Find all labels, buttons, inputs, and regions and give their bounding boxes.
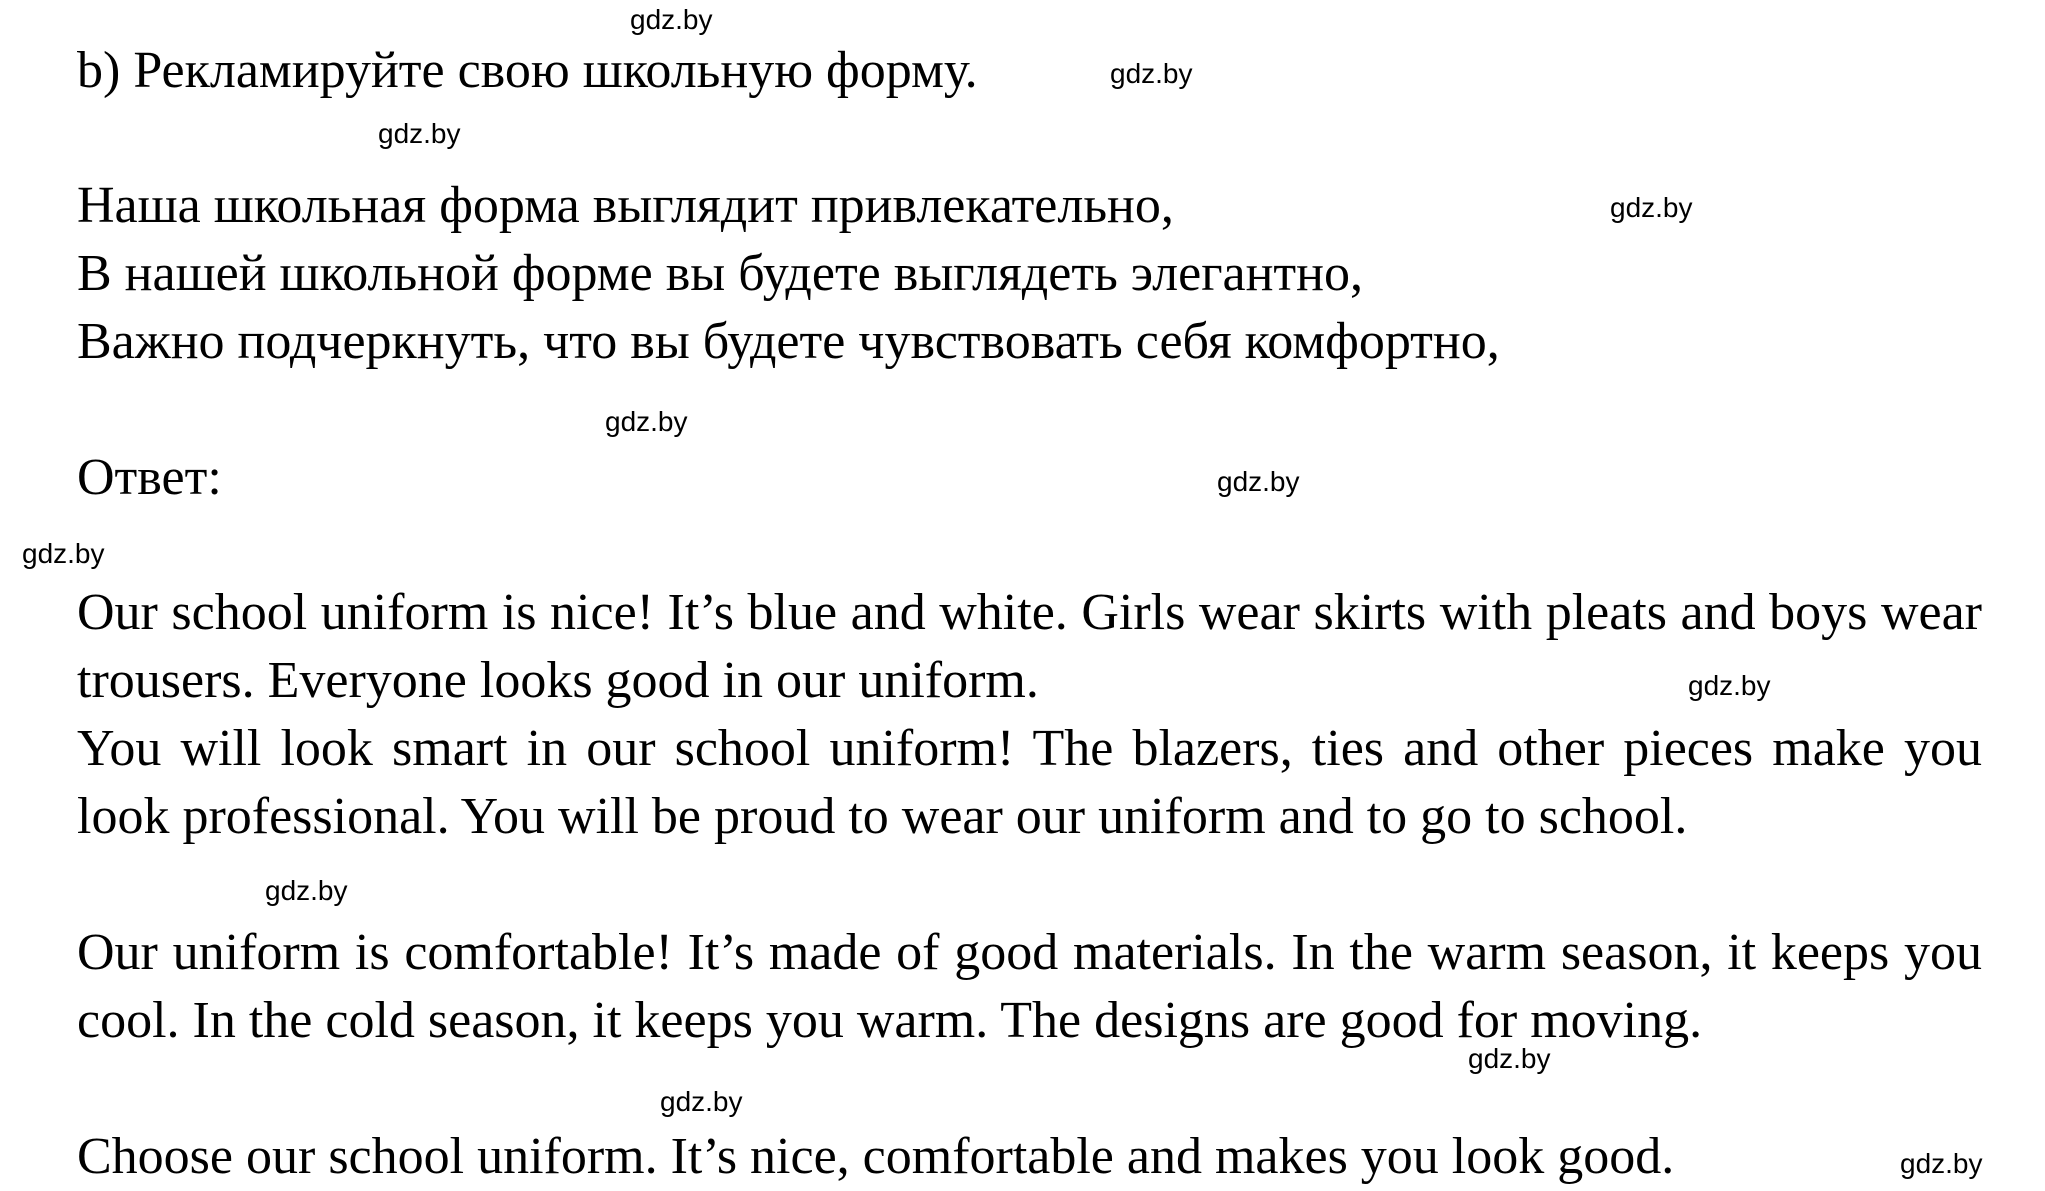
answer-paragraph-3: Our uniform is comfortable! It’s made of good materials. In the warm season, it keeps you cool. In the cold season, it keeps you warm. The designs are good for moving.: [77, 924, 1982, 1049]
answer-label: Ответ:: [77, 449, 222, 506]
watermark: gdz.by: [660, 1086, 743, 1117]
task-line-1: Наша школьная форма выглядит привлекательно,: [77, 177, 1174, 234]
watermark: gdz.by: [605, 406, 688, 437]
task-line-2: В нашей школьной форме вы будете выглядеть элегантно,: [77, 245, 1363, 302]
answer-paragraph-2: You will look smart in our school uniform! The blazers, ties and other pieces make you look professional. You will be proud to wear our uniform and to go to school.: [77, 720, 1982, 845]
watermark: gdz.by: [1610, 192, 1693, 223]
watermark: gdz.by: [1468, 1043, 1551, 1074]
watermark: gdz.by: [378, 118, 461, 149]
task-line-3: Важно подчеркнуть, что вы будете чувствовать себя комфортно,: [77, 313, 1500, 370]
watermark: gdz.by: [22, 538, 105, 569]
watermark: gdz.by: [1688, 670, 1771, 701]
watermark: gdz.by: [630, 4, 713, 35]
answer-paragraph-1: Our school uniform is nice! It’s blue and white. Girls wear skirts with pleats and boys wear trousers. Everyone looks good in our uniform.: [77, 584, 1982, 709]
watermark: gdz.by: [1110, 58, 1193, 89]
watermark: gdz.by: [265, 875, 348, 906]
answer-paragraph-4: Choose our school uniform. It’s nice, comfortable and makes you look good.: [77, 1128, 1675, 1185]
watermark: gdz.by: [1900, 1148, 1983, 1179]
task-heading: b) Рекламируйте свою школьную форму.: [77, 42, 978, 99]
watermark: gdz.by: [1217, 466, 1300, 497]
